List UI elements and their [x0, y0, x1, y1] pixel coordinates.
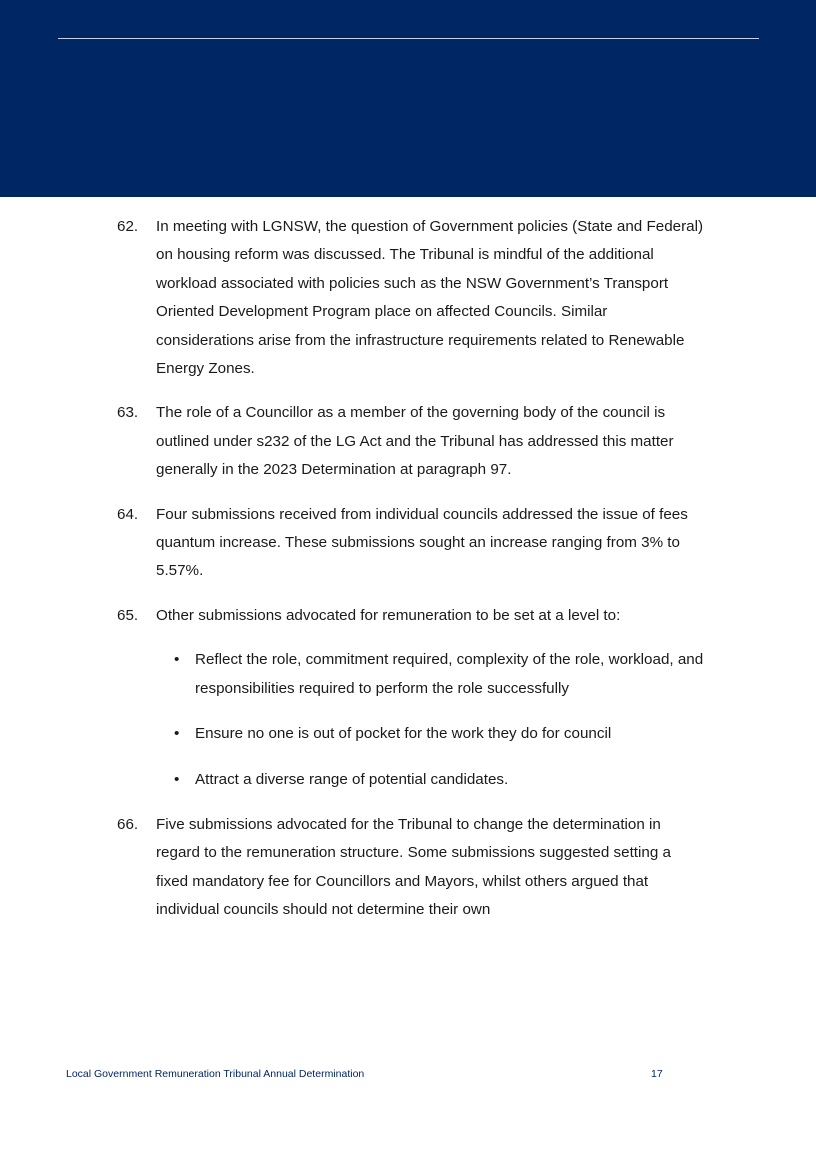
page-number: 17: [651, 1068, 663, 1080]
paragraph-62: [117, 213, 707, 383]
bullet-item: [174, 720, 707, 748]
header-rule: [58, 38, 759, 39]
bullet-icon: •: [174, 725, 180, 743]
bullet-icon: •: [174, 770, 180, 788]
bullet-item: [174, 766, 707, 794]
paragraph-number: 64.: [117, 505, 139, 523]
header-band: [0, 0, 816, 197]
paragraph-text: Other submissions advocated for remuneration to be set at a level to:: [156, 606, 621, 624]
paragraph-number: 66.: [117, 815, 139, 833]
bullet-text: Attract a diverse range of potential candidates.: [195, 770, 509, 788]
paragraph-text: Four submissions received from individual councils addressed the issue of fees quantum increase. These submissions sought an increase ranging from 3% to 5.57%.: [156, 505, 688, 580]
bullet-text: Ensure no one is out of pocket for the work they do for council: [195, 725, 612, 743]
paragraph-number: 62.: [117, 218, 139, 235]
paragraph-number: 63.: [117, 404, 139, 422]
bullet-icon: •: [174, 651, 180, 669]
bullet-list: [117, 646, 707, 794]
paragraph-63: [117, 399, 707, 484]
paragraph-64: [117, 501, 707, 586]
bullet-text: Reflect the role, commitment required, complexity of the role, workload, and responsibilities required to perform the role successfully: [195, 651, 704, 697]
paragraph-66: [117, 811, 707, 925]
paragraph-text: The role of a Councillor as a member of the governing body of the council is outlined under s232 of the LG Act and the Tribunal has addressed this matter generally in the 2023 Determination at paragraph 97.: [156, 404, 674, 479]
paragraph-number: 65.: [117, 606, 139, 624]
bullet-item: [174, 646, 707, 703]
paragraph-text: Five submissions advocated for the Tribunal to change the determination in regard to the remuneration structure. Some submissions suggested setting a fixed mandatory fee for Councillors and Mayors, whilst others argued that individual councils should not determine their own: [156, 815, 671, 919]
document-body: [117, 213, 707, 941]
footer-title: Local Government Remuneration Tribunal Annual Determination: [66, 1068, 365, 1080]
paragraph-text: In meeting with LGNSW, the question of Government policies (State and Federal) on housing reform was discussed. The Tribunal is mindful of the additional workload associated with policies such as the NSW Government’s Transport Oriented Development Program place on affected Councils. Similar considerations arise from the infrastructure requirements related to Renewable Energy Zones.: [156, 218, 704, 378]
paragraph-65: [117, 602, 707, 630]
